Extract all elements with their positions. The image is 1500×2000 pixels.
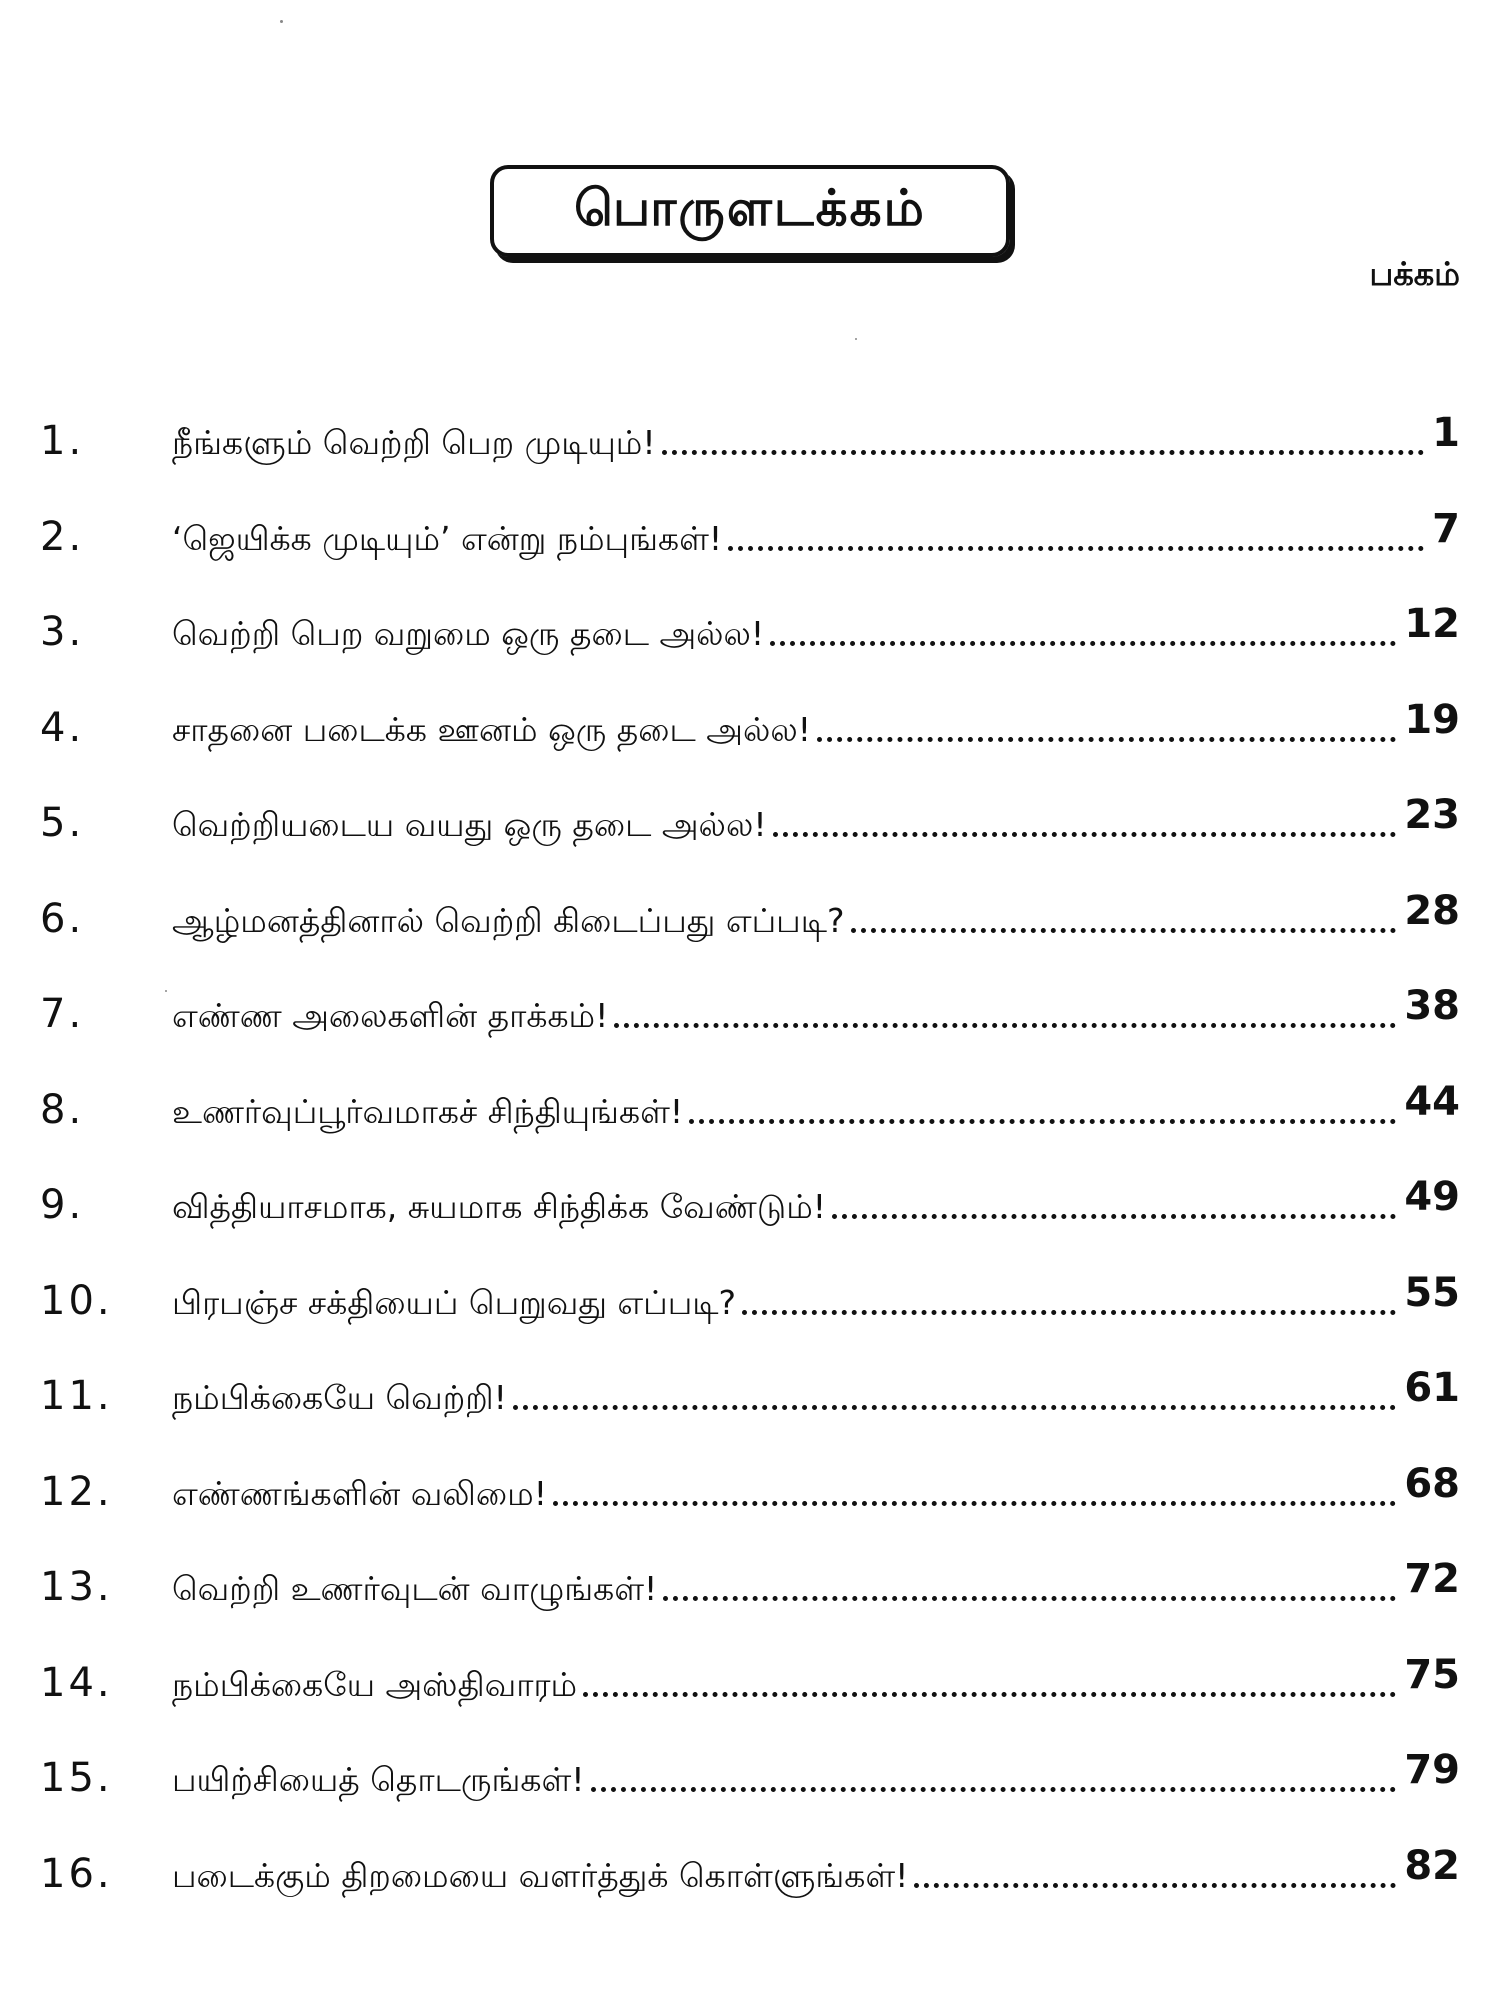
entry-page-number: 72 bbox=[1404, 1556, 1460, 1602]
entry-title: எண்ண அலைகளின் தாக்கம்! bbox=[172, 996, 609, 1035]
entry-number: 6. bbox=[40, 895, 85, 942]
entry-page-number: 28 bbox=[1404, 887, 1460, 934]
entry-number: 14. bbox=[40, 1659, 113, 1706]
dot-leader bbox=[663, 1596, 1396, 1601]
dot-leader bbox=[728, 546, 1424, 551]
toc-entry bbox=[40, 1245, 1460, 1325]
entry-page-number: 82 bbox=[1404, 1842, 1460, 1889]
toc-entry bbox=[40, 863, 1460, 943]
page-column-label: பக்கம் bbox=[1369, 255, 1460, 293]
entry-page-number: 75 bbox=[1404, 1651, 1460, 1698]
toc-entry bbox=[40, 1340, 1460, 1420]
entry-number: 12. bbox=[40, 1468, 113, 1515]
toc-entry bbox=[40, 1531, 1460, 1611]
entry-number: 2. bbox=[40, 513, 85, 560]
toc-entry bbox=[40, 1722, 1460, 1802]
entry-title: ஆழ்மனத்தினால் வெற்றி கிடைப்பது எப்படி? bbox=[172, 900, 845, 940]
entry-page-number: 44 bbox=[1404, 1078, 1460, 1125]
entry-title: படைக்கும் திறமையை வளர்த்துக் கொள்ளுங்கள்! bbox=[172, 1855, 909, 1895]
dot-leader bbox=[851, 928, 1397, 933]
entry-number: 10. bbox=[40, 1277, 113, 1324]
dot-leader bbox=[742, 1310, 1396, 1315]
dot-leader bbox=[817, 737, 1396, 742]
entry-page-number: 49 bbox=[1404, 1174, 1460, 1220]
entry-number: 5. bbox=[40, 800, 85, 846]
entry-number: 1. bbox=[40, 418, 85, 464]
entry-title: எண்ணங்களின் வலிமை! bbox=[172, 1473, 547, 1513]
entry-title: வெற்றியடைய வயது ஒரு தடை அல்ல! bbox=[172, 805, 767, 844]
entry-page-number: 12 bbox=[1404, 601, 1460, 647]
entry-title: உணர்வுப்பூர்வமாகச் சிந்தியுங்கள்! bbox=[172, 1091, 684, 1131]
entry-title: பிரபஞ்ச சக்தியைப் பெறுவது எப்படி? bbox=[172, 1282, 737, 1322]
dot-leader bbox=[770, 641, 1396, 646]
entry-number: 9. bbox=[40, 1182, 85, 1228]
toc-entry bbox=[40, 385, 1460, 465]
dot-leader bbox=[513, 1405, 1396, 1410]
dot-leader bbox=[553, 1501, 1396, 1506]
entry-title: சாதனை படைக்க ஊனம் ஒரு தடை அல்ல! bbox=[172, 709, 811, 749]
toc-entry bbox=[40, 576, 1460, 656]
dot-leader bbox=[773, 832, 1397, 837]
entry-page-number: 61 bbox=[1404, 1365, 1460, 1411]
dot-leader bbox=[614, 1023, 1396, 1028]
entry-page-number: 1 bbox=[1432, 410, 1460, 456]
entry-title: வெற்றி உணர்வுடன் வாழுங்கள்! bbox=[172, 1569, 658, 1608]
entry-title: நம்பிக்கையே அஸ்திவாரம் bbox=[172, 1664, 578, 1704]
dot-leader bbox=[662, 450, 1425, 455]
entry-title: நம்பிக்கையே வெற்றி! bbox=[172, 1378, 507, 1417]
entry-number: 13. bbox=[40, 1564, 113, 1610]
page-title: பொருளடக்கம் bbox=[574, 178, 926, 237]
entry-page-number: 19 bbox=[1404, 696, 1460, 743]
toc-entry bbox=[40, 1436, 1460, 1516]
entry-title: வெற்றி பெற வறுமை ஒரு தடை அல்ல! bbox=[172, 614, 765, 653]
entry-page-number: 55 bbox=[1404, 1269, 1460, 1316]
toc-entry bbox=[40, 1054, 1460, 1134]
entry-number: 4. bbox=[40, 704, 85, 751]
dot-leader bbox=[689, 1119, 1396, 1124]
toc-entry bbox=[40, 481, 1460, 561]
toc-entry bbox=[40, 1818, 1460, 1898]
entry-title: நீங்களும் வெற்றி பெற முடியும்! bbox=[172, 423, 656, 462]
entry-title: ‘ஜெயிக்க முடியும்’ என்று நம்புங்கள்! bbox=[172, 518, 723, 558]
entry-page-number: 68 bbox=[1404, 1460, 1460, 1507]
entry-page-number: 38 bbox=[1404, 983, 1460, 1029]
toc-entry bbox=[40, 1627, 1460, 1707]
entry-number: 8. bbox=[40, 1086, 85, 1133]
entry-number: 11. bbox=[40, 1373, 113, 1419]
dot-leader bbox=[832, 1214, 1396, 1219]
entry-title: வித்தியாசமாக, சுயமாக சிந்திக்க வேண்டும்! bbox=[172, 1187, 826, 1226]
toc-entry bbox=[40, 767, 1460, 847]
dot-leader bbox=[591, 1787, 1397, 1792]
toc-entry bbox=[40, 1149, 1460, 1229]
toc-entry bbox=[40, 958, 1460, 1038]
entry-number: 16. bbox=[40, 1850, 113, 1897]
dot-leader bbox=[583, 1692, 1396, 1697]
entry-page-number: 23 bbox=[1404, 792, 1460, 838]
entry-title: பயிற்சியைத் தொடருங்கள்! bbox=[172, 1760, 585, 1799]
dot-leader bbox=[914, 1883, 1396, 1888]
toc-entry bbox=[40, 672, 1460, 752]
entry-number: 7. bbox=[40, 991, 85, 1037]
entry-page-number: 7 bbox=[1432, 505, 1460, 552]
entry-number: 3. bbox=[40, 609, 85, 655]
entry-page-number: 79 bbox=[1404, 1747, 1460, 1793]
entry-number: 15. bbox=[40, 1755, 113, 1801]
